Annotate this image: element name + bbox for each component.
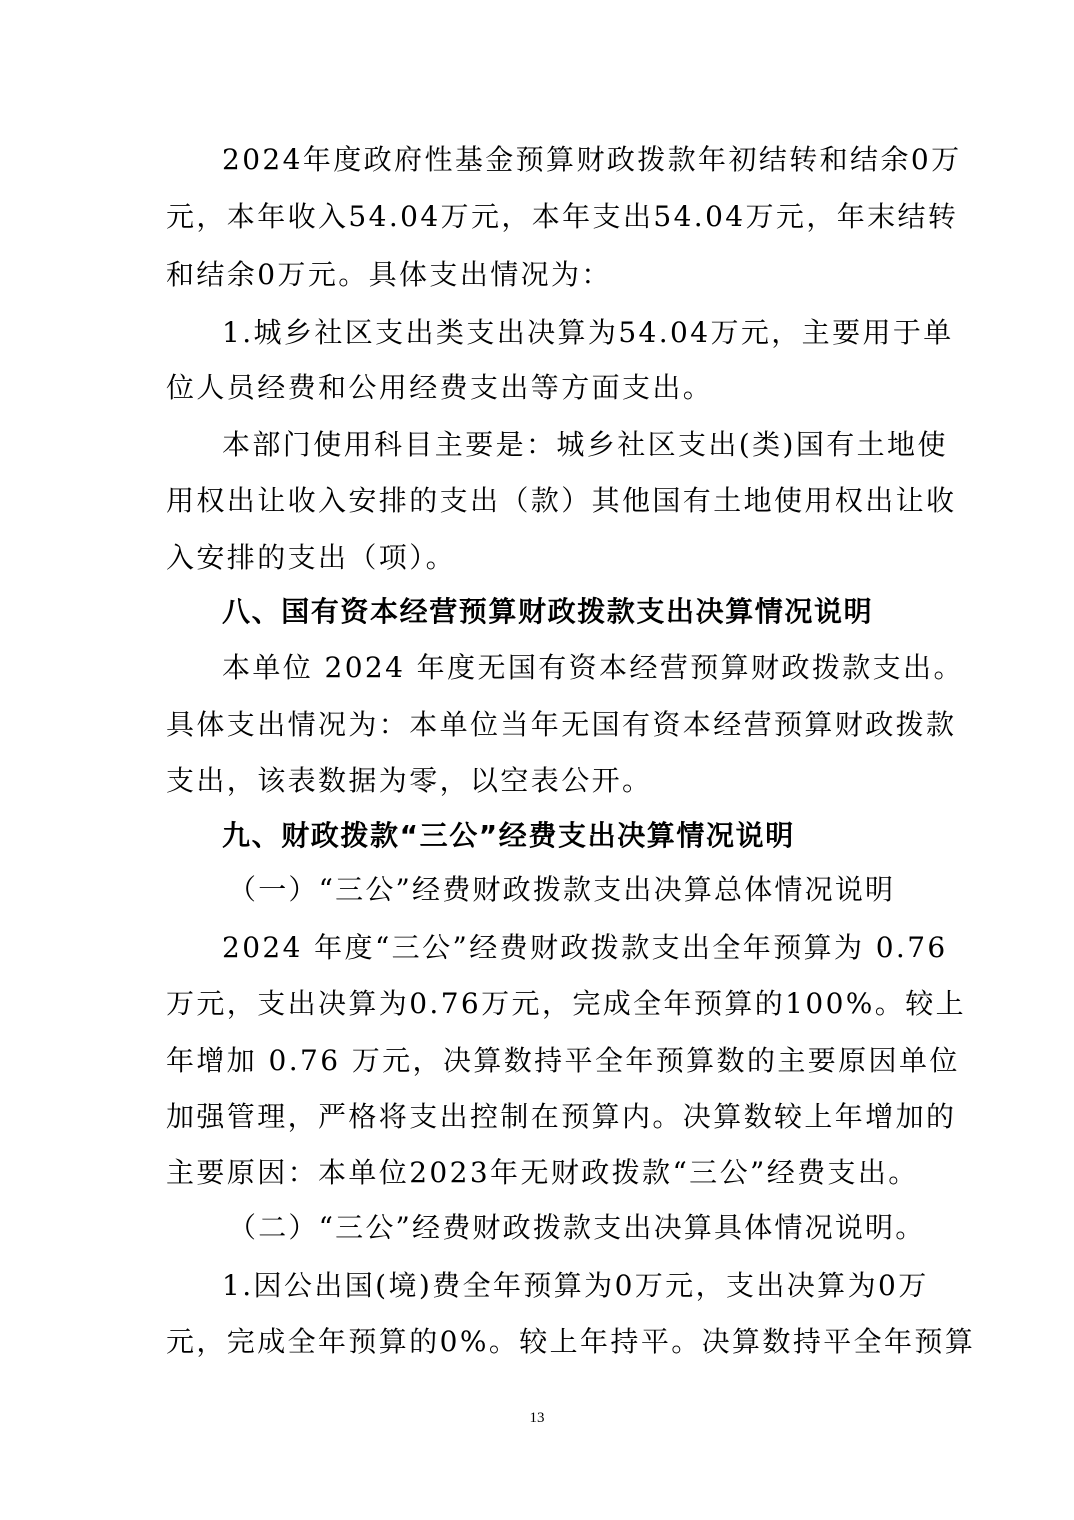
body-line: 1.城乡社区支出类支出决算为54.04万元，主要用于单 [222,316,954,349]
subsection-heading: （二）“三公”经费财政拨款支出决算具体情况说明。 [228,1211,926,1244]
body-line: 本部门使用科目主要是：城乡社区支出(类)国有土地使 [222,428,948,461]
body-line: 具体支出情况为：本单位当年无国有资本经营预算财政拨款 [166,708,957,741]
body-line: 位人员经费和公用经费支出等方面支出。 [166,371,714,404]
body-line: 支出，该表数据为零，以空表公开。 [166,764,653,797]
body-line: 2024年度政府性基金预算财政拨款年初结转和结余0万 [222,143,962,176]
body-line: 和结余0万元。具体支出情况为： [166,258,612,291]
section-heading: 九、财政拨款“三公”经费支出决算情况说明 [222,819,795,852]
subsection-heading: （一）“三公”经费财政拨款支出决算总体情况说明 [228,873,896,906]
body-line: 1.因公出国(境)费全年预算为0万元，支出决算为0万 [222,1269,929,1302]
body-line: 年增加 0.76 万元，决算数持平全年预算数的主要原因单位 [166,1044,960,1077]
body-line: 万元，支出决算为0.76万元，完成全年预算的100%。较上 [166,987,966,1020]
section-heading: 八、国有资本经营预算财政拨款支出决算情况说明 [222,595,874,628]
body-line: 加强管理，严格将支出控制在预算内。决算数较上年增加的 [166,1100,957,1133]
body-line: 本单位 2024 年度无国有资本经营预算财政拨款支出。 [222,651,964,684]
body-line: 入安排的支出（项）。 [166,541,457,574]
body-line: 主要原因：本单位2023年无财政拨款“三公”经费支出。 [166,1156,919,1189]
body-line: 用权出让收入安排的支出（款）其他国有土地使用权出让收 [166,484,957,517]
page-number: 13 [529,1410,545,1426]
body-line: 元，完成全年预算的0%。较上年持平。决算数持平全年预算 [166,1325,976,1358]
body-line: 2024 年度“三公”经费财政拨款支出全年预算为 0.76 [222,931,948,964]
body-line: 元，本年收入54.04万元，本年支出54.04万元，年末结转 [166,200,959,233]
